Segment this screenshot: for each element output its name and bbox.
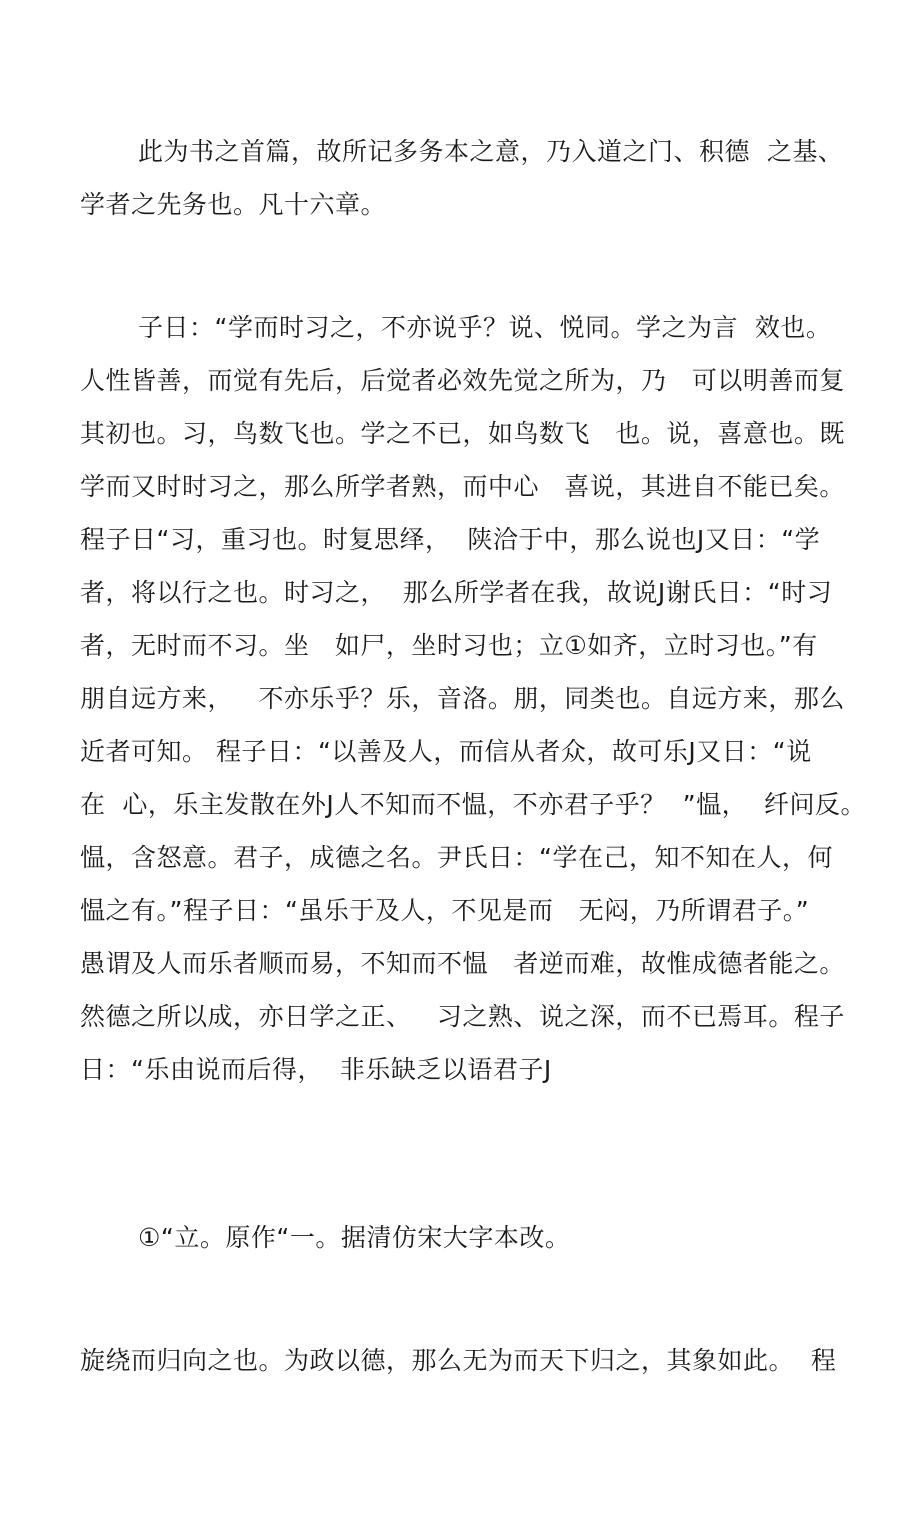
main-line-9: 近者可知。 程子日：“以善及人，而信从者众，故可乐J又日：“说 xyxy=(80,737,812,766)
continuation-line: 旋绕而归向之也。为政以德，那么无为而天下归之，其象如此。 程 xyxy=(80,1346,837,1375)
main-line-14: 然德之所以成，亦日学之正、 习之熟、说之深，而不已焉耳。程子 xyxy=(80,1002,845,1031)
main-line-11: 愠，含怒意。君子，成德之名。尹氏日：“学在己，知不知在人，何 xyxy=(80,843,833,872)
intro-line-1: 此为书之首篇，故所记多务本之意，乃入道之门、积德 之基、 xyxy=(138,137,844,166)
main-line-2: 人性皆善，而觉有先后，后觉者必效先觉之所为，乃 可以明善而复 xyxy=(80,366,845,395)
main-line-15: 日：“乐由说而后得， 非乐缺乏以语君子J xyxy=(80,1055,552,1084)
main-line-1: 子日：“学而时习之，不亦说乎？说、悦同。学之为言 效也。 xyxy=(138,313,832,342)
intro-paragraph xyxy=(80,125,850,231)
main-paragraph xyxy=(80,301,867,1096)
main-line-3: 其初也。习，鸟数飞也。学之不已，如鸟数飞 也。说，喜意也。既 xyxy=(80,419,845,448)
footnote-text: ①“立。原作“一。据清仿宋大字本改。 xyxy=(138,1223,571,1252)
main-line-10: 在 心，乐主发散在外J人不知而不愠，不亦君子乎？ ”愠， 纤问反。 xyxy=(80,790,867,819)
footnote xyxy=(80,1211,850,1264)
continuation-paragraph xyxy=(80,1334,850,1387)
main-line-8: 朋自远方来， 不亦乐乎？乐，音洛。朋，同类也。自远方来，那么 xyxy=(80,684,845,713)
main-line-6: 者，将以行之也。时习之， 那么所学者在我，故说J谢氏日：“时习 xyxy=(80,578,833,607)
main-line-5: 程子日“习，重习也。时复思绎， 陕洽于中，那么说也J又日：“学 xyxy=(80,525,821,554)
main-line-13: 愚谓及人而乐者顺而易，不知而不愠 者逆而难，故惟成德者能之。 xyxy=(80,949,845,978)
main-line-12: 愠之有。”程子日：“虽乐于及人，不见是而 无闷，乃所谓君子。” xyxy=(80,896,810,925)
main-line-4: 学而又时时习之，那么所学者熟，而中心 喜说，其进自不能已矣。 xyxy=(80,472,845,501)
main-line-7: 者，无时而不习。坐 如尸，坐时习也；立①如齐，立时习也。”有 xyxy=(80,631,818,660)
intro-line-2: 学者之先务也。凡十六章。 xyxy=(80,190,387,219)
